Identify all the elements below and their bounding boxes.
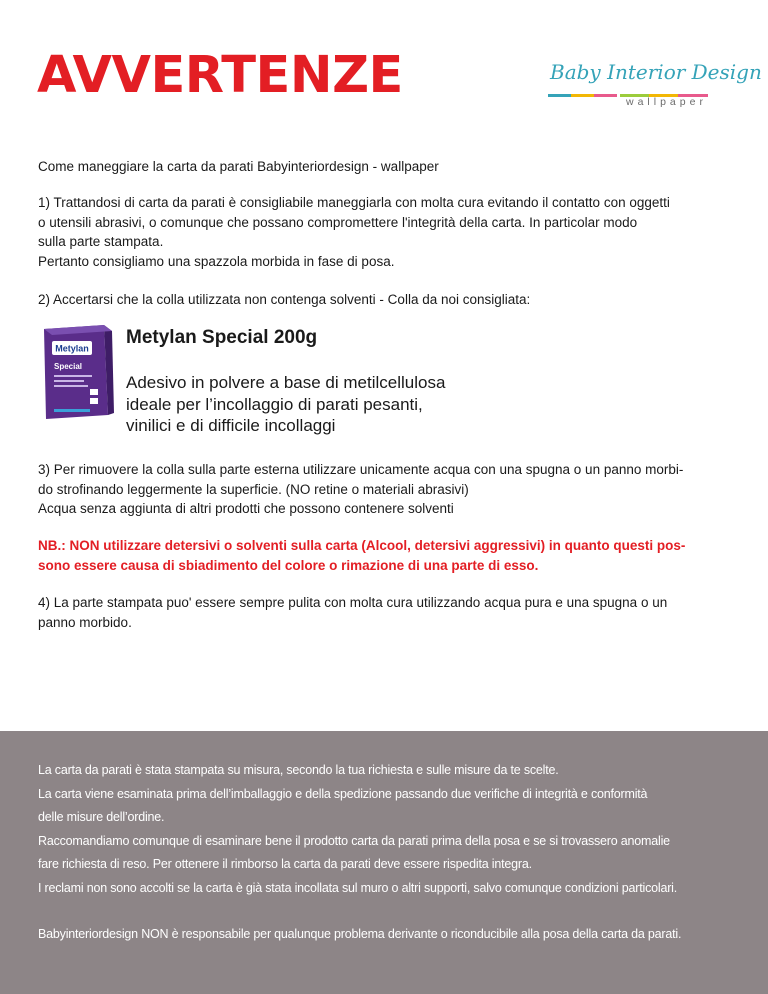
intro-text: Come maneggiare la carta da parati Babyinteriordesign - wallpaper bbox=[38, 159, 439, 174]
page-title: AVVERTENZE bbox=[37, 46, 403, 105]
footer-line: delle misure dell’ordine. bbox=[38, 810, 165, 824]
pack-brand-text: Metylan bbox=[55, 343, 89, 354]
metylan-package-image bbox=[38, 323, 114, 421]
footer-disclaimer: Babyinteriordesign NON è responsabile per qualunque problema derivante o riconducibile alla posa della carta da parati. bbox=[38, 927, 682, 941]
footer-line: I reclami non sono accolti se la carta è già stata incollata sul muro o altri supporti, salvo comunque condizioni particolari. bbox=[38, 880, 678, 895]
warning-note bbox=[38, 536, 738, 575]
logo-subtitle: wallpaper bbox=[626, 96, 707, 108]
point-2: 2) Accertarsi che la colla utilizzata non contenga solventi - Colla da noi consigliata: bbox=[38, 292, 531, 307]
footer-panel bbox=[0, 731, 768, 994]
product-description-line: Adesivo in polvere a base di metilcellulosa bbox=[126, 373, 446, 392]
point-4-line: panno morbido. bbox=[38, 614, 132, 630]
footer-line: fare richiesta di reso. Per ottenere il rimborso la carta da parati deve essere rispedita integra. bbox=[38, 857, 532, 871]
footer-line: La carta viene esaminata prima dell’imballaggio e della spedizione passando due verifiche di integrità e conformità bbox=[38, 786, 648, 801]
footer-line: Raccomandiamo comunque di esaminare bene il prodotto carta da parati prima della posa e se si trovassero anomalie bbox=[38, 833, 670, 848]
point-4-line: 4) La parte stampata puo' essere sempre pulita con molta cura utilizzando acqua pura e una spugna o un bbox=[38, 595, 668, 610]
point-1-line: Pertanto consigliamo una spazzola morbida in fase di posa. bbox=[38, 253, 395, 269]
logo-color-bar bbox=[548, 94, 618, 97]
warning-line: NB.: NON utilizzare detersivi o solventi sulla carta (Alcool, detersivi aggressivi) in quanto questi pos- bbox=[38, 538, 686, 553]
point-3-line: Acqua senza aggiunta di altri prodotti che possono contenere solventi bbox=[38, 501, 454, 516]
product-description-line: vinilici e di difficile incollaggi bbox=[126, 416, 336, 435]
point-3 bbox=[38, 460, 738, 519]
point-4 bbox=[38, 593, 738, 632]
product-name: Metylan Special 200g bbox=[126, 327, 318, 348]
point-1-line: sulla parte stampata. bbox=[38, 234, 164, 249]
product-description bbox=[126, 372, 506, 437]
logo-name: Baby Interior Design bbox=[550, 60, 762, 84]
point-1-line: o utensili abrasivi, o comunque che possano compromettere l'integrità della carta. In particolar modo bbox=[38, 214, 638, 230]
point-3-line: 3) Per rimuovere la colla sulla parte esterna utilizzare unicamente acqua con una spugna o un panno morbi- bbox=[38, 462, 684, 477]
footer-line: La carta da parati è stata stampata su misura, secondo la tua richiesta e sulle misure da te scelte. bbox=[38, 763, 559, 777]
point-1 bbox=[38, 193, 738, 271]
warning-line: sono essere causa di sbiadimento del colore o rimazione di una parte di esso. bbox=[38, 557, 539, 573]
brand-logo bbox=[548, 60, 762, 110]
point-1-line: 1) Trattandosi di carta da parati è consigliabile maneggiarla con molta cura evitando il contatto con oggetti bbox=[38, 195, 670, 210]
footer-text bbox=[38, 759, 748, 947]
point-3-line: do strofinando leggermente la superficie. (NO retine o materiali abrasivi) bbox=[38, 481, 469, 497]
product-description-line: ideale per l’incollaggio di parati pesanti, bbox=[126, 394, 423, 414]
pack-label-text: Special bbox=[54, 362, 83, 371]
